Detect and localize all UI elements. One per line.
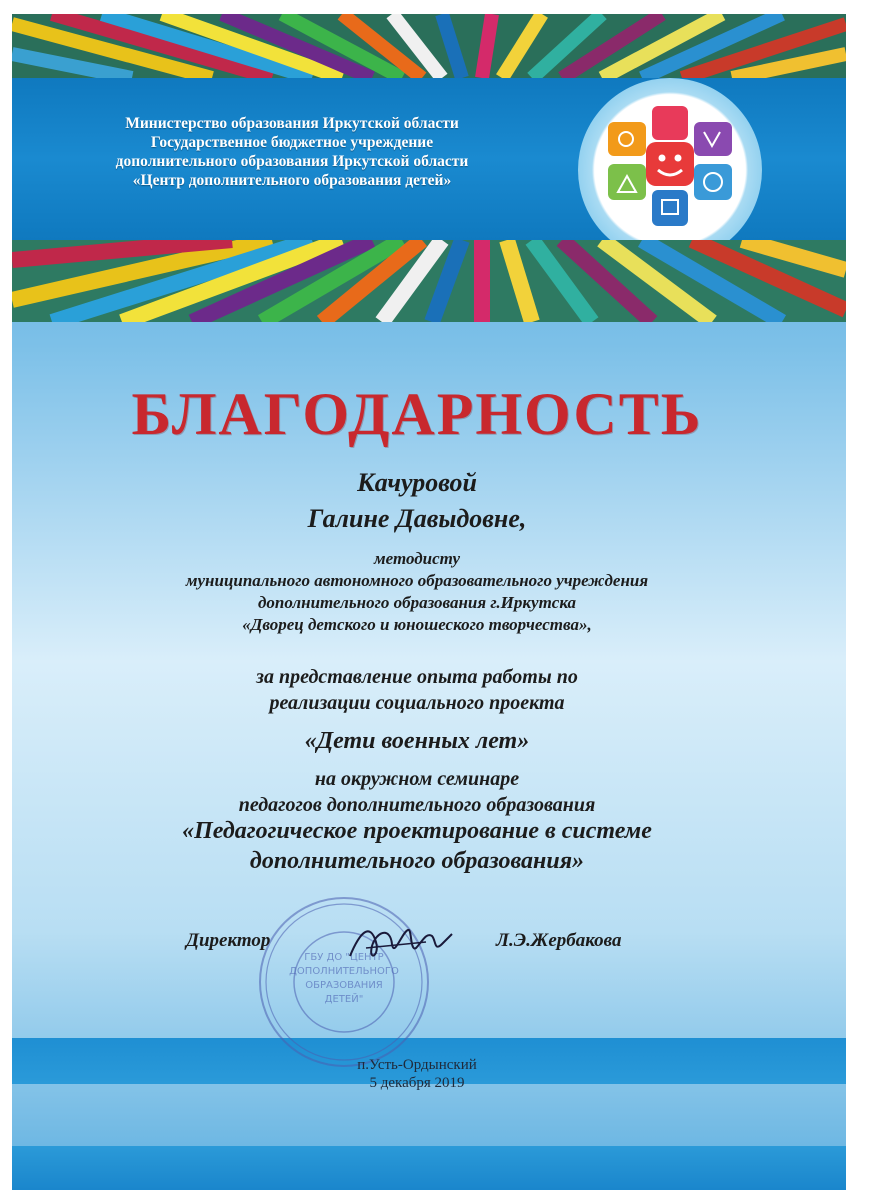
reason-line: реализации социального проекта <box>269 692 565 714</box>
recipient-surname: Качуровой <box>357 468 477 497</box>
issuer-line: Министерство образования Иркутской области <box>125 115 459 132</box>
recipient-given-names: Галине Давыдовне, <box>307 504 527 533</box>
stamp-line: ГБУ ДО "ЦЕНТР <box>304 952 384 963</box>
seminar-name-line: «Педагогическое проектирование в системе <box>182 818 652 844</box>
issue-place-date <box>0 1056 834 1092</box>
role-line: «Дворец детского и юношеского творчества», <box>242 615 592 634</box>
seminar-name-line: дополнительного образования» <box>249 848 585 874</box>
footer-band-lower <box>12 1146 846 1190</box>
organization-logo-icon <box>604 102 736 239</box>
issuer-header <box>42 114 542 190</box>
issuer-line: Государственное бюджетное учреждение <box>150 134 434 151</box>
issue-place: п.Усть-Ордынский <box>357 1057 477 1073</box>
issuer-line: «Центр дополнительного образования детей» <box>132 172 452 189</box>
issue-date: 5 декабря 2019 <box>369 1075 465 1091</box>
decorative-rays-top <box>12 14 846 78</box>
stamp-line: ОБРАЗОВАНИЯ <box>305 980 383 991</box>
document-title: БЛАГОДАРНОСТЬ <box>131 381 703 447</box>
seminar-line: на окружном семинаре <box>314 768 520 790</box>
role-line: методисту <box>373 549 461 568</box>
stamp-line: ДОПОЛНИТЕЛЬНОГО <box>289 966 399 977</box>
seminar-name <box>0 816 834 876</box>
seminar-text <box>0 766 834 818</box>
signatory-name: Л.Э.Жербакова <box>496 930 622 951</box>
signatory-position: Директор <box>186 930 271 951</box>
role-line: дополнительного образования г.Иркутска <box>257 593 577 612</box>
stamp-line: ДЕТЕЙ" <box>324 994 364 1005</box>
role-line: муниципального автономного образовательного учреждения <box>185 571 649 590</box>
reason-text <box>0 664 834 716</box>
recipient-role <box>0 548 834 636</box>
project-name: «Дети военных лет» <box>304 728 530 754</box>
reason-line: за представление опыта работы по <box>256 666 578 688</box>
signature-row <box>0 930 834 970</box>
decorative-rays-bottom <box>12 240 846 322</box>
seminar-line: педагогов дополнительного образования <box>238 794 596 816</box>
issuer-line: дополнительного образования Иркутской области <box>115 153 469 170</box>
